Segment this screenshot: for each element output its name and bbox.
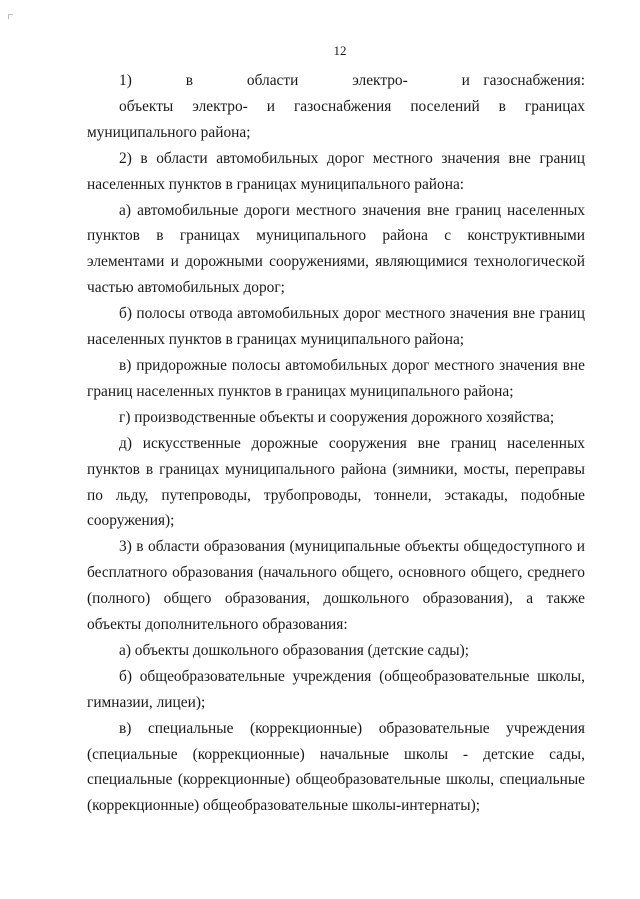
paragraph-roads-g: г) производственные объекты и сооружения дорожного хозяйства; — [119, 408, 555, 426]
document-body — [87, 68, 585, 819]
paragraph-education-heading: 3) в области образования (муниципальные объекты общедоступного и бесплатного образования (начального общего, основного общего, среднего (полного) общего образования, дошкольного образования), а также объекты дополнительного образования: — [87, 538, 585, 634]
paragraph-education-a: а) объекты дошкольного образования (детские сады); — [119, 641, 469, 659]
paragraph-electro-gas-objects: объекты электро- и газоснабжения поселений в границах муниципального района; — [87, 97, 585, 141]
page-number: 12 — [333, 43, 347, 58]
scan-corner-mark — [8, 14, 13, 19]
paragraph-roads-b: б) полосы отвода автомобильных дорог местного значения вне границ населенных пунктов в границах муниципального района; — [87, 305, 585, 349]
paragraph-roads-d: д) искусственные дорожные сооружения вне границ населенных пунктов в границах муниципального района (зимники, мосты, переправы по льду, путепроводы, трубопроводы, тоннели, эстакады, подобные сооружения); — [87, 434, 585, 530]
paragraph-education-v: в) специальные (коррекционные) образовательные учреждения (специальные (коррекционные) начальные школы - детские сады, специальные (коррекционные) общеобразовательные школы, специальные (коррекционные) общеобразовательные школы-интернаты); — [87, 719, 585, 815]
paragraph-roads-a: а) автомобильные дороги местного значения вне границ населенных пунктов в границах муниципального района с конструктивными элементами и дорожными сооружениями, являющимися технологической частью автомобильных дорог; — [87, 201, 585, 297]
paragraph-electro-gas-heading: 1) в области электро- и газоснабжения: — [119, 72, 585, 89]
paragraph-education-b: б) общеобразовательные учреждения (общеобразовательные школы, гимназии, лицеи); — [87, 667, 585, 711]
paragraph-roads-heading: 2) в области автомобильных дорог местного значения вне границ населенных пунктов в границах муниципального района: — [87, 149, 585, 193]
paragraph-roads-v: в) придорожные полосы автомобильных дорог местного значения вне границ населенных пунктов в границах муниципального района; — [87, 356, 585, 400]
